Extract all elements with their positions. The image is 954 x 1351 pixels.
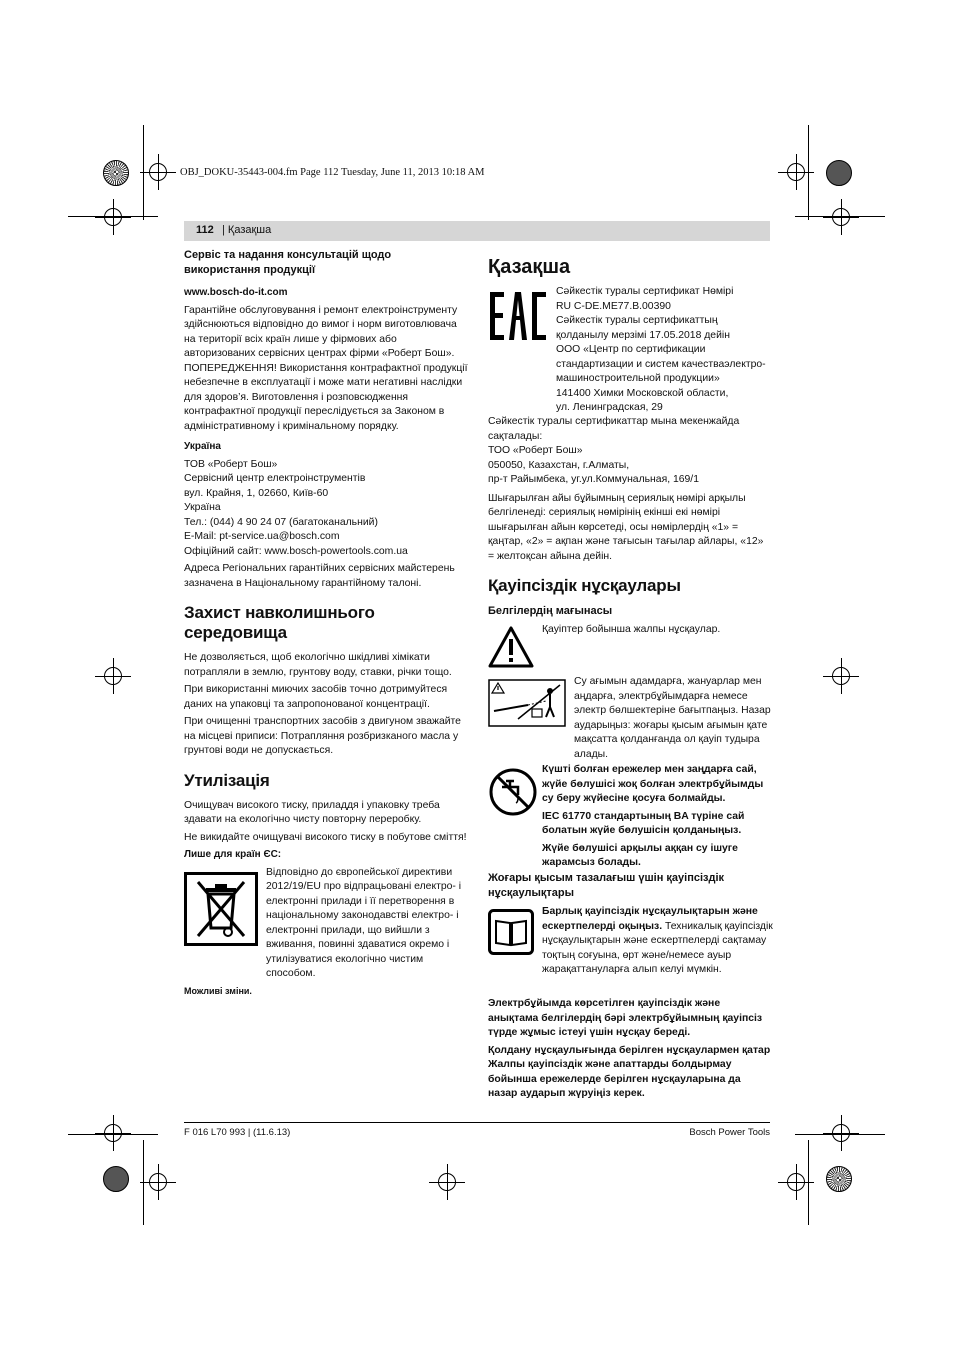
cert-line: стандартизации и систем качестваэлектро- <box>556 358 766 370</box>
address-line: 050050, Казахстан, г.Алматы, <box>488 459 630 471</box>
ukraine-address <box>184 458 468 560</box>
address-line: ТОВ «Роберт Бош» <box>184 458 278 470</box>
serial-text: Шығарылған айы бұйымның сериялық нөмірі арқылы белгіленеді: сериялық нөмірінің екінші екі нөмірі шығарылған айын көрсетеді, осы нөмірлердің «1» = қаңтар, «2» = ақпан және тағысын тағылар айлары, «12» = желтоқсан айына дейін. <box>488 492 764 562</box>
no-drinking-water-connection-icon <box>488 767 538 817</box>
water-text-2: IEC 61770 стандартының BA түріне сай болатын жүйе бөлушісін қолданыңыз. <box>542 810 745 836</box>
water-row <box>488 764 772 871</box>
changes-note: Можливі зміни. <box>184 985 252 996</box>
read-manual-icon <box>488 909 534 955</box>
country-label: Україна <box>184 441 221 452</box>
cert-line: машиностроительной продукции» <box>556 373 720 384</box>
registration-starburst-icon <box>826 1166 852 1192</box>
cert-line: қолданылу мерзімі 17.05.2018 дейін <box>556 329 730 341</box>
weee-text: Відповідно до європейської директиви 2012/19/EU про відпрацьовані електро- і електронні прилади і її перетворення в національному законодавстві електро- і електронні прилади, що вийшли з вживання, повинні здаватися окремо і утилізуватися екологічно чистим способом. <box>266 866 462 979</box>
hp-safety-heading: Жоғары қысым тазалағыш үшін қауіпсіздік нұсқаулықтары <box>488 872 725 899</box>
registration-crosshair-icon <box>149 163 167 181</box>
weee-block <box>184 866 468 984</box>
registration-crosshair-icon <box>104 208 122 226</box>
final-note-2: Қолдану нұсқаулығында берілген нұсқаулармен қатар Жалпы қауіпсіздік және апаттарды болдырмау бойынша ережелерде берілген нұсқауларына да назар аударып жүруіңіз керек. <box>488 1044 771 1099</box>
warranty-text: Гарантійне обслуговування і ремонт електроінструменту здійснюються відповідно до вимог і норм виготовлювача на території всіх країн лише у фірмових або авторизованих сервісних центрах фірми «Роберт Бош». ПОПЕРЕДЖЕННЯ! Використання контрафактної продукції небезпечне в експлуатації і може мати негативні наслідки для здоров’я. Виготовлення і розповсюдження контрафактної продукції переслідується за Законом в адміністративному і кримінальному порядку. <box>184 304 468 432</box>
address-line: Офіційний сайт: www.bosch-powertools.com.ua <box>184 545 408 557</box>
cert-line: ООО «Центр по сертификации <box>556 344 706 355</box>
brand-name: Bosch Power Tools <box>689 1127 770 1138</box>
address-line: ТОО «Роберт Бош» <box>488 445 583 456</box>
page-footer <box>184 1122 770 1138</box>
registration-starburst-icon <box>103 160 129 186</box>
eac-mark <box>488 290 548 342</box>
env-paragraph: При використанні миючих засобів точно дотримуйтеся даних на упаковці та запропонованої концентрації. <box>184 684 448 710</box>
address-line: E-Mail: pt-service.ua@bosch.com <box>184 531 340 542</box>
cert-line: 141400 Химки Московской области, <box>556 387 729 399</box>
address-line: Сәйкестік туралы сертификаттар мына мекенжайда <box>488 416 740 427</box>
no-spray-people-icon <box>488 679 566 727</box>
page-header <box>184 221 770 241</box>
cert-line: Сәйкестік туралы сертификаттың <box>556 315 718 326</box>
water-text-3: Жүйе бөлушісі арқылы аққан су ішуге жарамсыз болады. <box>542 842 738 868</box>
final-note-1: Электрбұйымда көрсетілген қауіпсіздік және анықтама белгілердің бәрі электрбұйымның қауіпсіз түрде жұмыс істеуі үшін нұсқау береді. <box>488 998 763 1038</box>
cert-line: RU C-DE.ME77.B.00390 <box>556 300 671 312</box>
address-line: сақталады: <box>488 430 543 442</box>
disposal-paragraph: Очищувач високого тиску, приладдя і упаковку треба здавати на екологічно чисту повторну переробку. <box>184 799 440 825</box>
right-column <box>488 255 772 1105</box>
crossed-bin-icon <box>184 872 258 946</box>
registration-crosshair-icon <box>832 208 850 226</box>
registration-crosshair-icon <box>787 163 805 181</box>
registration-crosshair-icon <box>104 1124 122 1142</box>
cert-line: Сәйкестік туралы сертификат Нөмірі <box>556 286 734 297</box>
address-line: пр-т Райымбека, уг.ул.Коммунальная, 169/1 <box>488 474 699 485</box>
warning-text: Қауіптер бойынша жалпы нұсқаулар. <box>542 624 721 635</box>
registration-crosshair-icon <box>149 1173 167 1191</box>
file-slug: OBJ_DOKU-35443-004.fm Page 112 Tuesday, June 11, 2013 10:18 AM <box>180 167 485 178</box>
cert-line: ул. Ленинградская, 29 <box>556 402 663 413</box>
language-heading: Қазақша <box>488 256 571 278</box>
address-line: Сервісний центр електроінструментів <box>184 473 366 484</box>
kz-address <box>488 415 772 488</box>
left-column <box>184 248 468 1001</box>
registration-crosshair-icon <box>104 667 122 685</box>
service-heading: Сервіс та надання консультацій щодо використання продукції <box>184 249 392 276</box>
warning-row <box>488 623 772 673</box>
warning-triangle-icon <box>488 625 534 669</box>
address-line: Тел.: (044) 4 90 24 07 (багатоканальний) <box>184 516 378 528</box>
environment-heading: Захист навколишнього середовища <box>184 603 375 642</box>
env-paragraph: При очищенні транспортних засобів з двигуном зважайте на місцеві приписи: Потрапляння розбризканого масла у грунтові води не допускається. <box>184 716 461 756</box>
document-code: F 016 L70 993 | (11.6.13) <box>184 1127 291 1138</box>
registration-disc-icon <box>103 1166 129 1192</box>
registration-crosshair-icon <box>438 1173 456 1191</box>
read-manual-row <box>488 906 773 997</box>
jet-text: Су ағымын адамдарға, жануарлар мен аңдарға, электрбұйымдарға немесе электр бөлшектеріне бағытпаңыз. Назар аударыңыз: жоғары қысым ағымын қате мақсатта қолданғанда ол қауіп тудыра алады. <box>574 676 771 760</box>
address-line: Україна <box>184 502 221 513</box>
regional-text: Адреса Регіональних гарантійних сервісних майстерень зазначена в Національному гарантійному талоні. <box>184 563 455 589</box>
disposal-heading: Утилізація <box>184 770 270 790</box>
safety-heading: Қауіпсіздік нұсқаулары <box>488 576 681 595</box>
env-paragraph: Не дозволяється, щоб екологічно шкідливі хімікати потрапляли в землю, грунтову воду, ставки, річки тощо. <box>184 652 452 678</box>
registration-disc-icon <box>826 160 852 186</box>
registration-crosshair-icon <box>832 667 850 685</box>
website-link[interactable]: www.bosch-do-it.com <box>184 287 288 298</box>
certificate-block <box>488 285 772 415</box>
registration-crosshair-icon <box>832 1124 850 1142</box>
disposal-paragraph: Не викидайте очищувачі високого тиску в побутове сміття! <box>184 831 467 843</box>
jet-row <box>488 675 772 767</box>
water-text-1: Күшті болған ережелер мен заңдарға сай, жүйе бөлушісі жоқ болған электрбұйымды су беру жүйесіне қосуға болмайды. <box>542 764 764 804</box>
section-name: | Қазақша <box>222 224 272 236</box>
symbols-heading: Белгілердің мағынасы <box>488 605 613 617</box>
eu-only-label: Лише для країн ЄС: <box>184 849 282 860</box>
address-line: вул. Крайня, 1, 02660, Київ-60 <box>184 487 329 499</box>
read-manual-text: Барлық қауіпсіздік нұсқаулықтарын және ескертпелерді оқыңыз. Техникалық қауіпсіздік нұсқаулықтарын және ескертпелерді сақтамау тоқтың соғуына, өрт және/немесе ауыр жарақаттануларға алып келуі мүмкін. <box>542 906 773 975</box>
registration-crosshair-icon <box>787 1173 805 1191</box>
page-number: 112 <box>196 224 214 236</box>
